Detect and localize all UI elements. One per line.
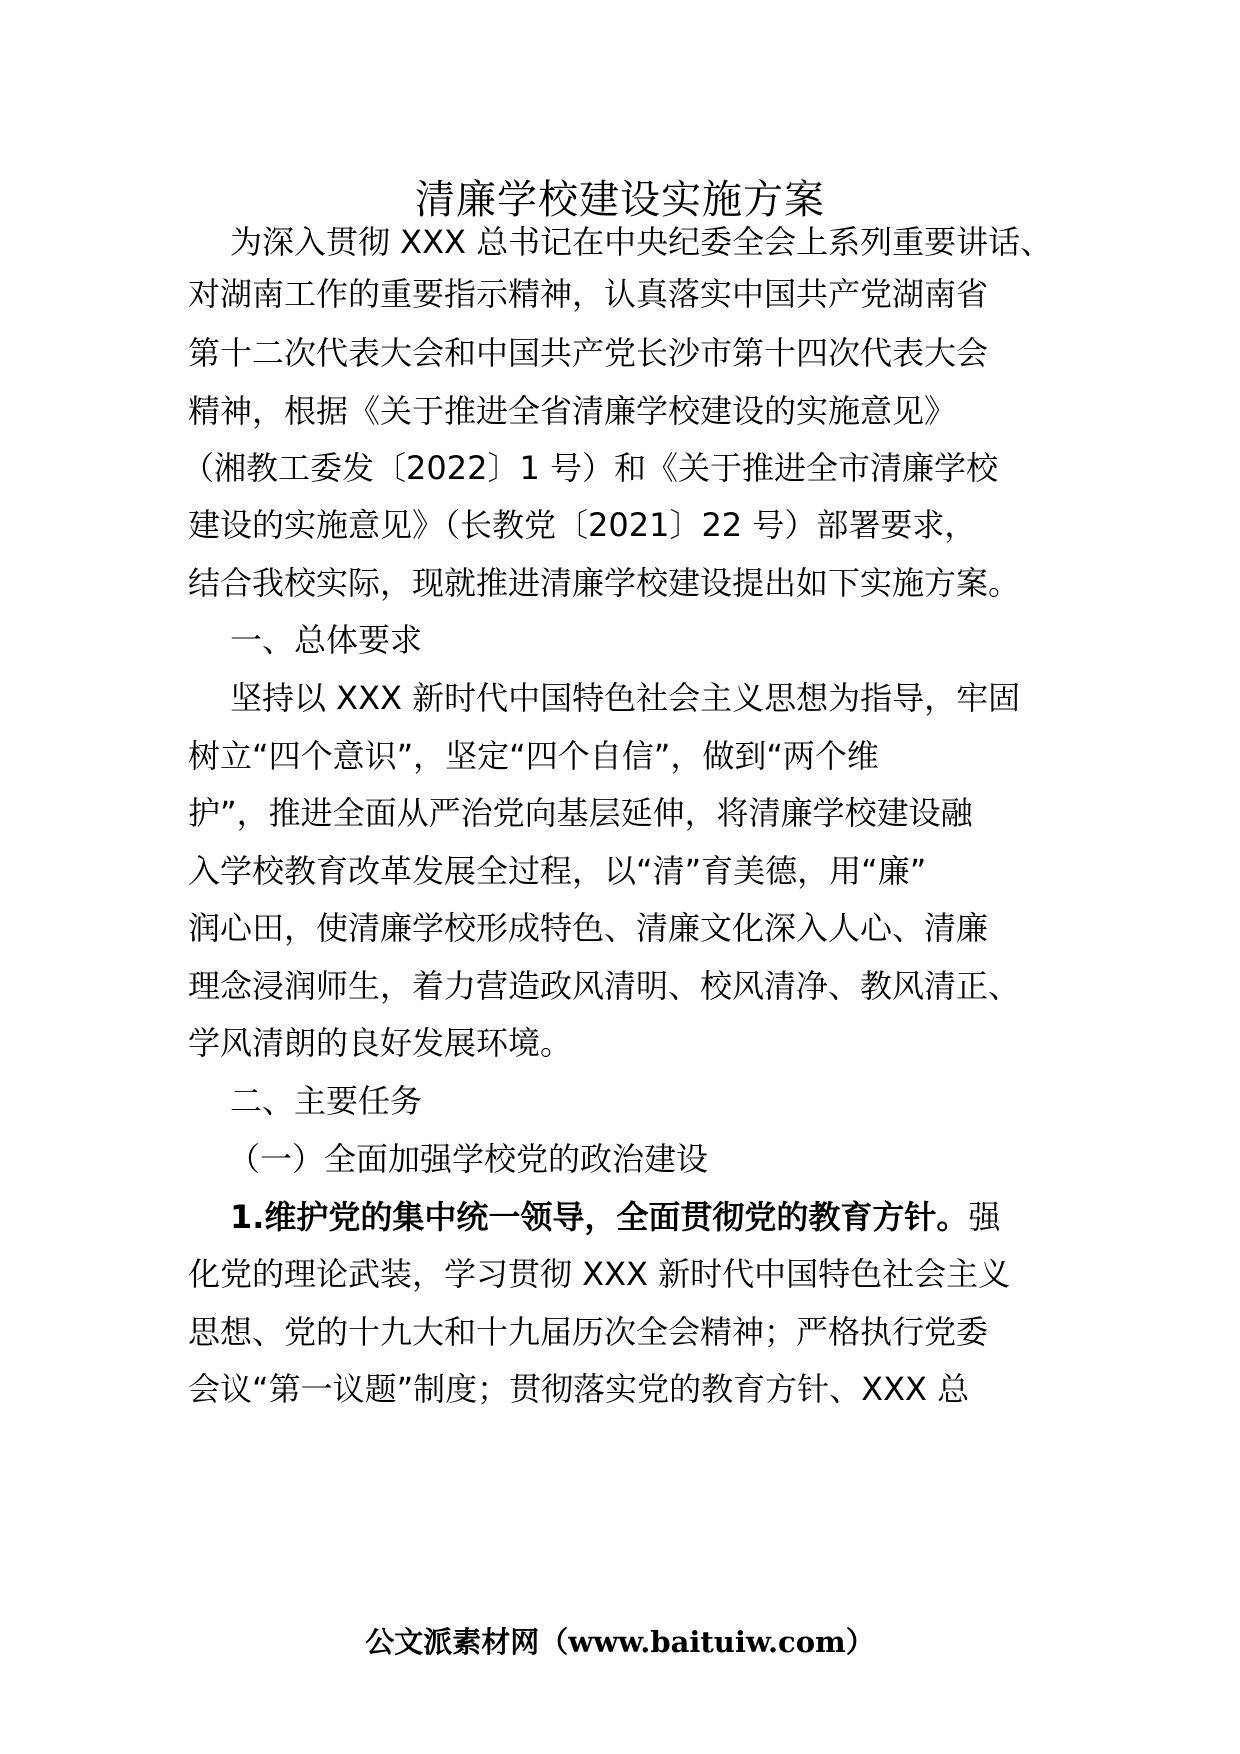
paragraph-line: 精神，根据《关于推进全省清廉学校建设的实施意见》: [188, 392, 957, 430]
paragraph-line: 建设的实施意见》（长教党〔2021〕22 号）部署要求，: [188, 506, 977, 544]
paragraph-line: 护”，推进全面从严治党向基层延伸，将清廉学校建设融: [188, 794, 973, 832]
paragraph-line: （湘教工委发〔2022〕1 号）和《关于推进全市清廉学校: [182, 449, 998, 487]
paragraph-line: 理念浸润师生，着力营造政风清明、校风清净、教风清正、: [188, 967, 1021, 1005]
footer-watermark: 公文派素材网（www.baituiw.com）: [365, 1625, 875, 1659]
paragraph-line: 学风清朗的良好发展环境。: [188, 1024, 573, 1062]
paragraph-line: 润心田，使清廉学校形成特色、清廉文化深入人心、清廉: [188, 909, 989, 947]
paragraph-line: 入学校教育改革发展全过程，以“清”育美德，用“廉”: [188, 852, 927, 890]
subsection-heading: （一）全面加强学校党的政治建设: [228, 1140, 709, 1178]
bold-item-heading: 1.维护党的集中统一领导，全面贯彻党的教育方针。: [230, 1198, 969, 1236]
paragraph-line: 第十二次代表大会和中国共产党长沙市第十四次代表大会: [188, 334, 989, 372]
paragraph-line: 为深入贯彻 XXX 总书记在中央纪委全会上系列重要讲话、: [230, 223, 1053, 261]
section-heading-2: 二、主要任务: [230, 1082, 423, 1120]
item-heading-line: [230, 1195, 1000, 1239]
paragraph-line: 化党的理论武装，学习贯彻 XXX 新时代中国特色社会主义: [188, 1255, 1011, 1293]
paragraph-line: 会议“第一议题”制度；贯彻落实党的教育方针、XXX 总: [188, 1370, 970, 1408]
paragraph-line: 结合我校实际，现就推进清廉学校建设提出如下实施方案。: [188, 564, 1021, 602]
paragraph-line: 坚持以 XXX 新时代中国特色社会主义思想为指导，牢固: [230, 679, 1021, 717]
paragraph-line: 思想、党的十九大和十九届历次全会精神；严格执行党委: [188, 1313, 989, 1351]
section-heading-1: 一、总体要求: [230, 621, 423, 659]
paragraph-line: 树立“四个意识”，坚定“四个自信”，做到“两个维: [188, 737, 879, 775]
paragraph-line: 对湖南工作的重要指示精神，认真落实中国共产党湖南省: [188, 275, 989, 313]
document-title: 清廉学校建设实施方案: [415, 177, 825, 223]
paragraph-text: 强: [968, 1198, 1001, 1236]
